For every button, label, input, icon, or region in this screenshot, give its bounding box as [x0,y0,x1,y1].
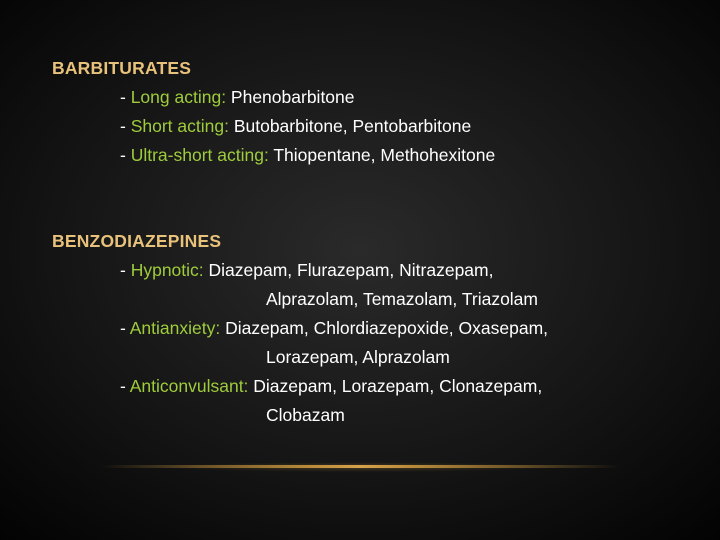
benzodiazepines-heading: BENZODIAZEPINES [52,231,222,251]
drug-list-continuation: Alprazolam, Temazolam, Triazolam [266,289,538,309]
drug-list: Diazepam, Lorazepam, Clonazepam, [248,376,543,396]
bullet-dash: - [120,145,131,165]
drug-list: Diazepam, Flurazepam, Nitrazepam, [203,260,494,280]
bullet-dash: - [120,260,131,280]
drug-list: Diazepam, Chlordiazepoxide, Oxasepam, [220,318,549,338]
drug-list-continuation: Lorazepam, Alprazolam [266,347,450,367]
drug-list: Thiopentane, Methohexitone [268,145,496,165]
category-label: Antianxiety: [129,318,221,338]
footer-divider [100,465,620,468]
category-label: Ultra-short acting: [130,145,269,165]
barbiturate-item-ultra-short-acting [120,145,495,165]
bullet-dash: - [120,116,131,136]
benzodiazepine-item-antianxiety [120,318,548,338]
barbiturates-heading: BARBITURATES [52,58,192,78]
bullet-dash: - [120,87,131,107]
category-label: Anticonvulsant: [129,376,249,396]
barbiturate-item-long-acting [120,87,355,107]
drug-list-continuation: Clobazam [266,405,345,425]
barbiturate-item-short-acting [120,116,471,136]
drug-list: Phenobarbitone [226,87,355,107]
category-label: Long acting: [130,87,227,107]
bullet-dash: - [120,376,130,396]
bullet-dash: - [120,318,130,338]
drug-list: Butobarbitone, Pentobarbitone [228,116,472,136]
benzodiazepine-item-anticonvulsant [120,376,542,396]
benzodiazepine-item-hypnotic [120,260,493,280]
category-label: Hypnotic: [130,260,204,280]
category-label: Short acting: [130,116,229,136]
